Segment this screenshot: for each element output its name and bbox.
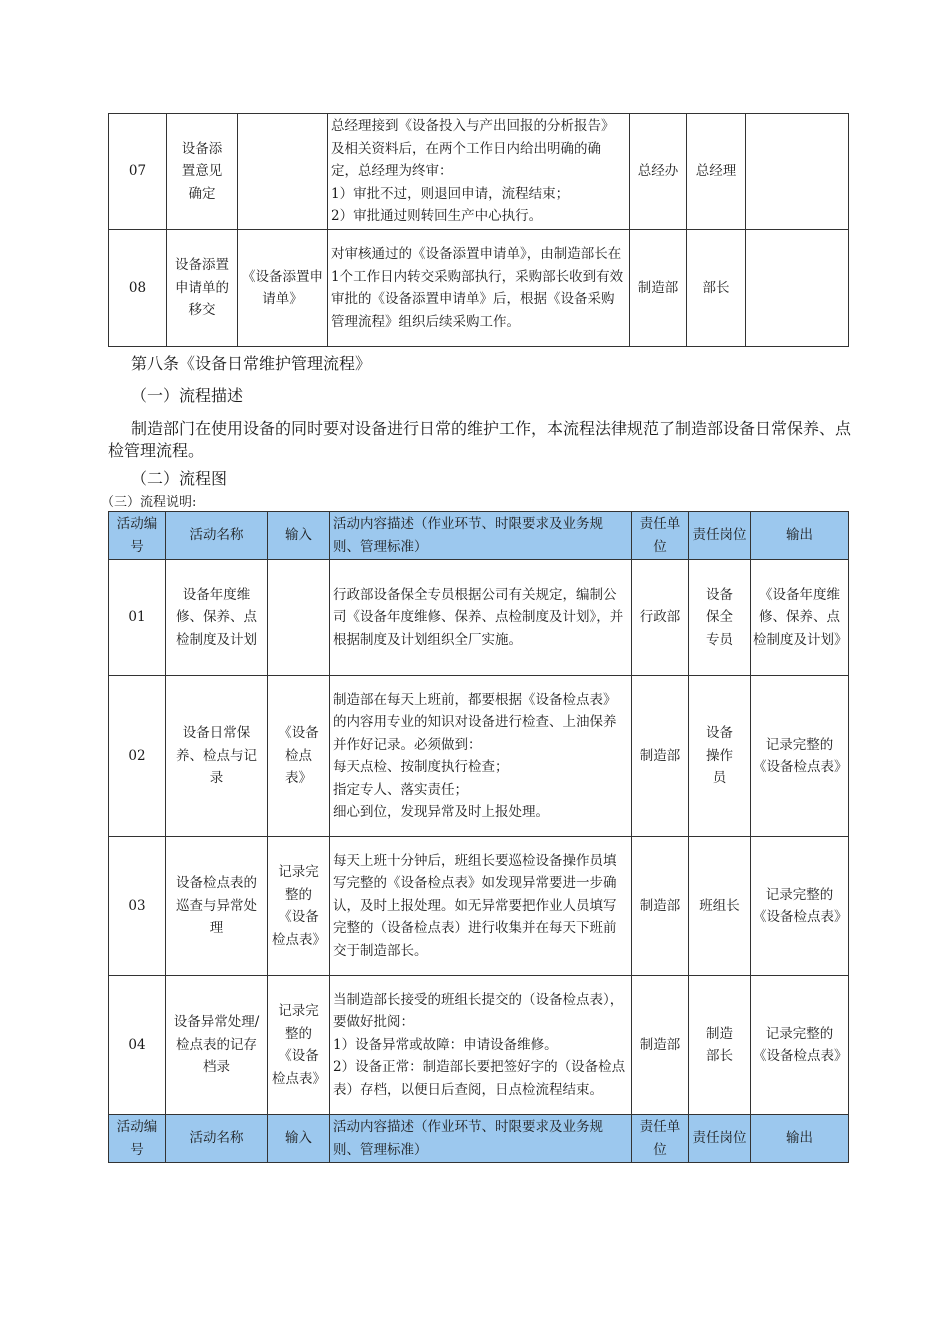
description-paragraph: 制造部门在使用设备的同时要对设备进行日常的维护工作，本流程法律规范了制造部设备日常保养、点检管理流程。 [108,419,852,460]
row-name: 设备年度维修、保养、点检制度及计划 [166,560,268,676]
row-no: 03 [109,837,166,976]
row-output [746,230,849,347]
row-output [746,114,849,230]
row-post: 部长 [687,230,746,347]
row-desc: 行政部设备保全专员根据公司有关规定，编制公司《设备年度维修、保养、点检制度及计划》，并根据制度及计划组织全厂实施。 [330,560,632,676]
table-row [109,560,849,676]
row-no: 08 [109,230,167,347]
table-row [109,230,849,347]
header-unit: 责任单位 [632,512,689,560]
row-post: 设备保全专员 [689,560,751,676]
row-no: 02 [109,676,166,837]
row-output: 记录完整的《设备检点表》 [751,837,849,976]
row-post: 总经理 [687,114,746,230]
header-desc: 活动内容描述（作业环节、时限要求及业务规则、管理标准） [330,1115,632,1163]
row-no: 04 [109,976,166,1115]
row-unit: 制造部 [630,230,687,347]
row-unit: 行政部 [632,560,689,676]
row-desc: 制造部在每天上班前，都要根据《设备检点表》的内容用专业的知识对设备进行检查、上油保养并作好记录。必须做到： 每天点检、按制度执行检查； 指定专人、落实责任； 细心到位，发现异常及时上报处理。 [330,676,632,837]
row-input [268,560,330,676]
row-name: 设备检点表的巡查与异常处理 [166,837,268,976]
row-output: 《设备年度维修、保养、点检制度及计划》 [751,560,849,676]
row-desc: 对审核通过的《设备添置申请单》，由制造部长在1个工作日内转交采购部执行，采购部长收到有效审批的《设备添置申请单》后，根据《设备采购管理流程》组织后续采购工作。 [328,230,630,347]
row-output: 记录完整的《设备检点表》 [751,676,849,837]
header-input: 输入 [268,512,330,560]
section-title: 第八条《设备日常维护管理流程》 [131,354,372,373]
subheading-flowchart: （二）流程图 [131,469,228,488]
table-header [109,512,849,560]
subheading-description: （一）流程描述 [131,386,244,405]
row-input: 记录完整的《设备检点表》 [268,976,330,1115]
header-desc: 活动内容描述（作业环节、时限要求及业务规则、管理标准） [330,512,632,560]
row-name: 设备日常保养、检点与记录 [166,676,268,837]
header-no: 活动编号 [109,512,166,560]
row-unit: 制造部 [632,676,689,837]
row-input [238,114,328,230]
header-post: 责任岗位 [689,1115,751,1163]
subheading-explanation: （三）流程说明: [101,495,197,510]
table-row [109,976,849,1115]
row-name: 设备添置意见确定 [167,114,238,230]
row-unit: 制造部 [632,976,689,1115]
row-unit: 总经办 [630,114,687,230]
header-name: 活动名称 [166,1115,268,1163]
row-input: 《设备检点表》 [268,676,330,837]
row-output: 记录完整的《设备检点表》 [751,976,849,1115]
header-unit: 责任单位 [632,1115,689,1163]
row-input: 记录完整的《设备检点表》 [268,837,330,976]
header-no: 活动编号 [109,1115,166,1163]
table-row [109,114,849,230]
process-table-main [108,511,849,1163]
row-name: 设备添置申请单的移交 [167,230,238,347]
table-header-repeat [109,1115,849,1163]
header-post: 责任岗位 [689,512,751,560]
row-post: 班组长 [689,837,751,976]
row-post: 制造部长 [689,976,751,1115]
row-post: 设备操作员 [689,676,751,837]
table-row [109,837,849,976]
header-input: 输入 [268,1115,330,1163]
row-desc: 每天上班十分钟后，班组长要巡检设备操作员填写完整的《设备检点表》如发现异常要进一步确认，及时上报处理。如无异常要把作业人员填写完整的（设备检点表）进行收集并在每天下班前交于制造部长。 [330,837,632,976]
header-name: 活动名称 [166,512,268,560]
header-output: 输出 [751,512,849,560]
row-input: 《设备添置申请单》 [238,230,328,347]
process-table-top [108,113,849,347]
row-no: 01 [109,560,166,676]
row-desc: 当制造部长接受的班组长提交的（设备检点表），要做好批阅： 1）设备异常或故障：申请设备维修。 2）设备正常：制造部长要把签好字的（设备检点表）存档，以便日后查阅，日点检流程结束。 [330,976,632,1115]
row-no: 07 [109,114,167,230]
row-desc: 总经理接到《设备投入与产出回报的分析报告》及相关资料后，在两个工作日内给出明确的确定，总经理为终审： 1）审批不过，则退回申请，流程结束； 2）审批通过则转回生产中心执行。 [328,114,630,230]
row-unit: 制造部 [632,837,689,976]
row-name: 设备异常处理/检点表的记存档录 [166,976,268,1115]
table-row [109,676,849,837]
header-output: 输出 [751,1115,849,1163]
